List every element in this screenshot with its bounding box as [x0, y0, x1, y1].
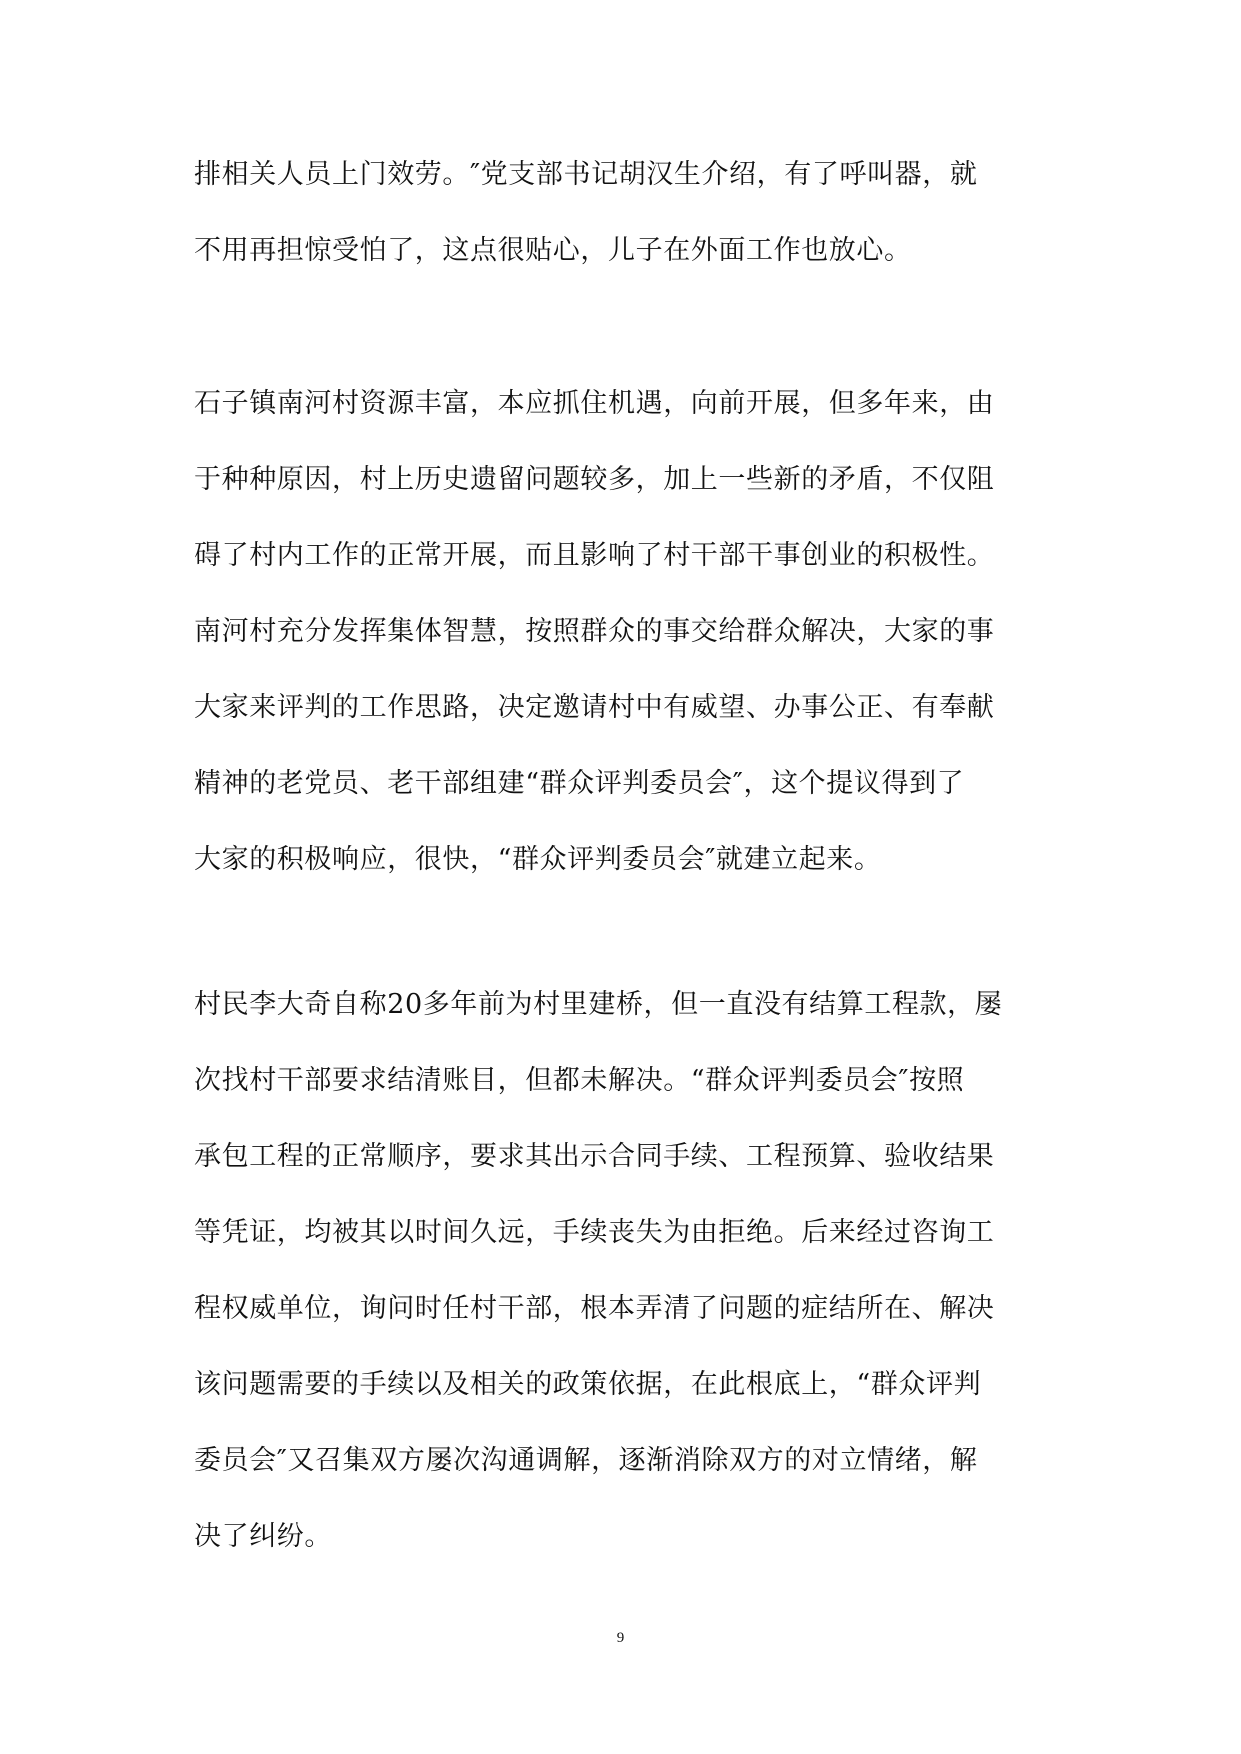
paragraph-line: 大家的积极响应，很快，“群众评判委员会″就建立起来。: [194, 844, 882, 875]
paragraph-line: 村民李大奇自称20多年前为村里建桥，但一直没有结算工程款，屡: [194, 989, 1003, 1020]
paragraph-line: 等凭证，均被其以时间久远，手续丧失为由拒绝。后来经过咨询工: [194, 1217, 995, 1248]
paragraph: [194, 137, 1044, 289]
paragraph-line: 排相关人员上门效劳。″党支部书记胡汉生介绍，有了呼叫器，就: [194, 159, 978, 190]
paragraph-line: 委员会″又召集双方屡次沟通调解，逐渐消除双方的对立情绪，解: [194, 1445, 978, 1476]
paragraph-line: 碍了村内工作的正常开展，而且影响了村干部干事创业的积极性。: [194, 540, 995, 571]
paragraph-line: 不用再担惊受怕了，这点很贴心，儿子在外面工作也放心。: [194, 235, 912, 266]
paragraph-line: 决了纠纷。: [194, 1521, 332, 1552]
paragraph-line: 于种种原因，村上历史遗留问题较多，加上一些新的矛盾，不仅阻: [194, 464, 995, 495]
paragraph-line: 次找村干部要求结清账目，但都未解决。“群众评判委员会″按照: [194, 1065, 965, 1096]
paragraph-line: 石子镇南河村资源丰富，本应抓住机遇，向前开展，但多年来，由: [194, 388, 995, 419]
paragraph: [194, 967, 1044, 1575]
page-number: 9: [616, 1630, 625, 1646]
paragraph-line: 大家来评判的工作思路，决定邀请村中有威望、办事公正、有奉献: [194, 692, 995, 723]
paragraph-line: 程权威单位，询问时任村干部，根本弄清了问题的症结所在、解决: [194, 1293, 995, 1324]
paragraph-line: 该问题需要的手续以及相关的政策依据，在此根底上，“群众评判: [194, 1369, 982, 1400]
paragraph-line: 南河村充分发挥集体智慧，按照群众的事交给群众解决，大家的事: [194, 616, 995, 647]
paragraph: [194, 366, 1044, 898]
paragraph-line: 承包工程的正常顺序，要求其出示合同手续、工程预算、验收结果: [194, 1141, 995, 1172]
paragraph-line: 精神的老党员、老干部组建“群众评判委员会″，这个提议得到了: [194, 768, 965, 799]
